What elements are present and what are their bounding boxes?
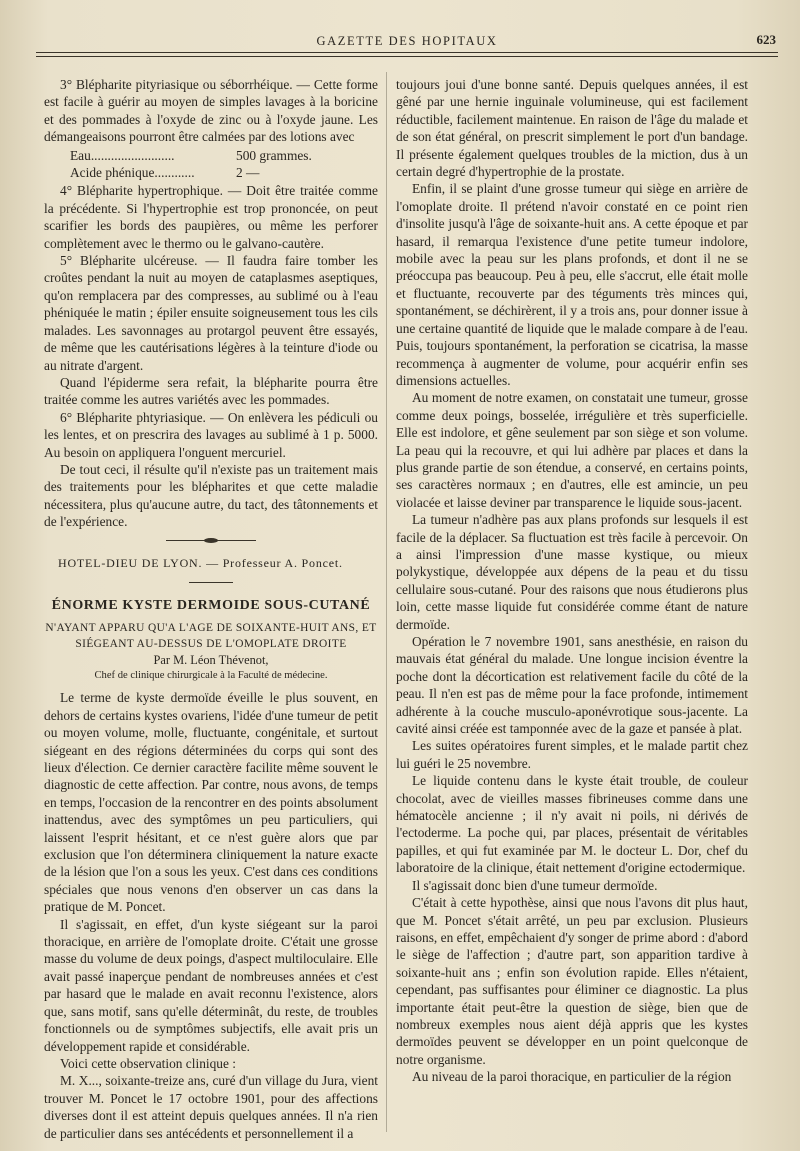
prescription-row — [70, 147, 320, 164]
journal-title: GAZETTE DES HOPITAUX — [316, 34, 498, 48]
header-rule-thick — [36, 52, 778, 53]
paragraph: toujours joui d'une bonne santé. Depuis quelques années, il est gêné par une hernie inguinale volumineuse, qui est facilement réductible, facilement maintenue. En raison de l'âge du malade et de son état général, on prescrit simplement le port d'un bandage. Il présente également quelques troubles de la miction, dus à un certain degré d'hypertrophie de la prostate. — [396, 77, 748, 180]
article-title: ÉNORME KYSTE DERMOIDE SOUS-CUTANÉ — [51, 597, 371, 613]
paragraph: Voici cette observation clinique : — [60, 1055, 237, 1071]
paragraph: La tumeur n'adhère pas aux plans profonds sur lesquels il est facile de la déplacer. Sa fluctuation est très facile à percevoir. On a ainsi l'impression d'une masse kystique, ou mieux polykystique, développée aux dépens de la peau et du tissu cellulaire sous-cutané. Pour des raisons que nous étudierons plus loin, cette masse liquide fut considérée comme étant de nature dermoïde. — [396, 512, 748, 632]
paragraph: C'était à cette hypothèse, ainsi que nous l'avons dit plus haut, que M. Poncet s'était arrêté, un peu par exclusion. Plusieurs raisons, en effet, empêchaient d'y songer de prime abord : d'abord le siège de l'affection ; d'autre part, son apparition tardive à soixante-huit ans ; enfin son évolution rapide. Elles n'étaient, cependant, pas suffisantes pour éliminer ce diagnostic. La plus importante était peut-être la question de siège, bien que de nombreux exemples nous aient déjà appris que les kystes dermoïdes peuvent se développer en un point quelconque de notre organisme. — [396, 895, 748, 1067]
ingredient-name: Eau......................... — [70, 147, 175, 163]
paragraph: Opération le 7 novembre 1901, sans anesthésie, en raison du mauvais état général du malade. Une longue incision éventre la poche dont la décortication est relativement facile du côté de la peau. Il n'en est pas de même pour la face profonde, intimement adhérente à la couche musculo-aponévrotique sous-jacente. La cavité ainsi créée est tamponnée avec de la gaze et pansée à plat. — [396, 634, 748, 737]
paragraph: Au moment de notre examen, on constatait une tumeur, grosse comme deux poings, bosselée, irrégulière et très superficielle. Elle est indolore, et gêne seulement par son siège et son volume. La peau qui la recouvre, et qui lui adhère par places et dans la plus grande partie de son étendue, a conservé, en certains points, ses caractères normaux ; en d'autres, elle est amincie, un peu violacée et laisse deviner par transparence le liquide sous-jacent. — [396, 390, 748, 510]
paragraph: 5° Blépharite ulcéreuse. — Il faudra faire tomber les croûtes pendant la nuit au moyen de cataplasmes aseptiques, qu'on remplacera par des compresses, au sublimé ou à l'eau phéniquée le matin ; épiler ensuite soigneusement tous les cils malades. Les savonnages au protargol peuvent être essayés, de même que les cautérisations légères à la teinture d'iode ou au nitrate d'argent. — [44, 253, 378, 373]
paragraph: Il s'agissait, en effet, d'un kyste siégeant sur la paroi thoracique, en arrière de l'omoplate droite. C'était une grosse masse du volume de deux poings, d'aspect multiloculaire. Elle avait passé inaperçue pendant de nombreuses années et c'est par hasard que le malade en avait reconnu l'existence, alors que, sans motif, sans qu'elle déterminât, du reste, de troubles fonctionnels ou de symptômes subjectifs, elle avait pris un développement rapide et considérable. — [44, 916, 378, 1054]
header-rule-thin — [36, 56, 778, 57]
paragraph: 3° Blépharite pityriasique ou séborrhéique. — Cette forme est facile à guérir au moyen de simples lavages à la boricine et des pommades à l'oxyde de zinc ou à l'oxyde jaune. Les démangeaisons pourront être calmées par des lotions avec — [44, 77, 378, 145]
paragraph: Au niveau de la paroi thoracique, en particulier de la région — [412, 1069, 732, 1085]
ingredient-name: Acide phénique............ — [70, 165, 195, 181]
paragraph: M. X..., soixante-treize ans, curé d'un village du Jura, vient trouver M. Poncet le 17 octobre 1901, pour des affections diverses dont il est atteint depuis quelques années. Il n'a rien de particulier dans ses antécédents et personnellement il a — [44, 1073, 378, 1141]
left-column — [44, 76, 378, 1142]
paragraph: 6° Blépharite phtyriasique. — On enlèvera les pédiculi ou les lentes, et on prescrira des lavages au sublimé à 1 p. 5000. Au besoin on appliquera l'onguent mercuriel. — [44, 409, 378, 460]
paragraph: 4° Blépharite hypertrophique. — Doit être traitée comme la précédente. Si l'hypertrophie est trop prononcée, on peut scarifier les bords des paupières, ou même les perforer complètement avec le thermo ou le galvano-cautère. — [44, 183, 378, 251]
prescription-row — [70, 164, 320, 181]
page-number: 623 — [756, 32, 776, 47]
paragraph: Quand l'épiderme sera refait, la blépharite pourra être traitée comme les autres variétés avec les pommades. — [44, 374, 378, 408]
ingredient-amount: 2 — — [236, 165, 260, 181]
paragraph: Il s'agissait donc bien d'une tumeur dermoïde. — [412, 877, 658, 893]
right-column — [396, 76, 748, 1086]
prescription-table — [70, 147, 320, 182]
paragraph: Enfin, il se plaint d'une grosse tumeur qui siège en arrière de l'omoplate droite. Il prétend n'avoir constaté en ce point rien d'insolite jusqu'à l'âge de soixante-huit ans. A cette époque et par hasard, il remarqua l'existence d'une petite tumeur indolore, mobile avec la peau sur les plans profonds, et dont il ne se préoccupa pas beaucoup. Peu à peu, elle s'accrut, elle était molle et fluctuante, recouverte par des téguments très minces qui, spontanément, se déchirèrent, il y a trois ans, pour donner issue à une certaine quantité de liquide que le malade compare à de l'eau. Puis, toujours spontanément, la perforation se cicatrisa, la masse recommença à augmenter de volume, pour acquérir enfin ses dimensions actuelles. — [396, 181, 748, 388]
column-divider — [386, 72, 387, 1132]
section-separator — [166, 539, 256, 543]
paragraph: Le terme de kyste dermoïde éveille le plus souvent, en dehors de certains kystes ovariens, l'idée d'une tumeur de petit ou moyen volume, molle, fluctuante, congénitale, et surtout siégeant en des régions déterminées du corps qui sont des lieux d'élection. Ce dernier caractère facilite même souvent le diagnostic de cette affection. Par contre, nous avons, de temps en temps, l'occasion de la rencontrer en des points absolument inattendus, avec des symptômes un peu particuliers, qui laissent l'esprit hésitant, et ce n'est guère alors que par exclusion que l'on déterminera cliniquement la nature exacte de la lésion que l'on a sous les yeux. C'est dans ces conditions spéciales que nous venons d'en observer un cas dans la pratique de M. Poncet. — [44, 690, 378, 915]
article-subtitle: N'AYANT APPARU QU'A L'AGE DE SOIXANTE-HUIT ANS, ET SIÉGEANT AU-DESSUS DE L'OMOPLATE DROITE — [45, 622, 377, 651]
article-author: Par M. Léon Thévenot, — [153, 653, 269, 668]
author-role: Chef de clinique chirurgicale à la Faculté de médecine. — [94, 670, 328, 682]
short-rule — [189, 582, 233, 583]
paragraph: Les suites opératoires furent simples, et le malade partit chez lui guéri le 25 novembre. — [396, 738, 748, 771]
page-header — [36, 30, 778, 64]
ingredient-amount: 500 grammes. — [236, 147, 312, 163]
section-header: HOTEL-DIEU DE LYON. — Professeur A. Poncet. — [58, 555, 343, 570]
paragraph: De tout ceci, il résulte qu'il n'existe pas un traitement mais des traitements pour les blépharites et que cette maladie nécessitera, plus qu'aucune autre, du tact, des tâtonnements et de l'expérience. — [44, 461, 378, 530]
paragraph: Le liquide contenu dans le kyste était trouble, de couleur chocolat, avec de vieilles masses fibrineuses comme dans une hématocèle ancienne ; il n'y avait ni poils, ni dérivés de l'ectoderme. La poche qui, par places, présentait de véritables papilles, et qui fut examinée par M. le docteur L. Dor, chef du laboratoire de la clinique, était nettement d'origine ectodermique. — [396, 773, 748, 876]
